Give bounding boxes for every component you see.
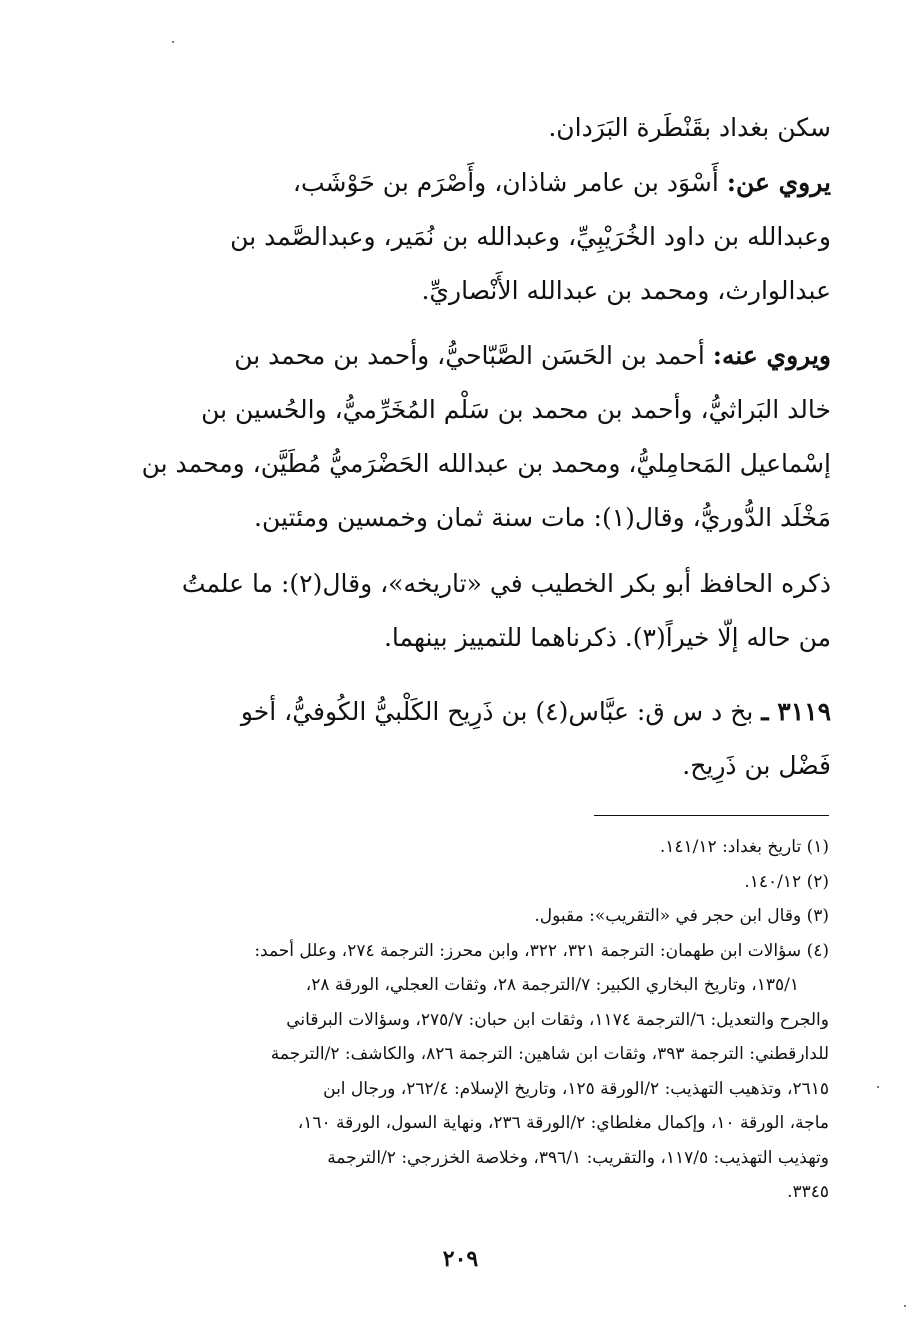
paragraph-mention: [131, 557, 831, 665]
footnote-line: (٣) وقال ابن حجر في «التقريب»: مقبول.: [534, 906, 829, 926]
text-line: [131, 329, 831, 383]
footnote-line: للدارقطني: الترجمة ٣٩٣، وثقات ابن شاهين: الترجمة ٨٢٦، والكاشف: ٢/الترجمة: [270, 1044, 829, 1064]
text-line-content: أَسْوَد بن عامر شاذان، وأَصْرَم بن حَوْشَب،: [292, 168, 719, 197]
paragraph-narrates-from: [131, 156, 831, 318]
text-line: [131, 685, 831, 739]
footnotes: [129, 830, 829, 1210]
text-line-content: أحمد بن الحَسَن الصَّبّاحيُّ، وأحمد بن محمد بن: [234, 341, 705, 370]
text-line: مَخْلَد الدُّوريُّ، وقال(١): مات سنة ثمان وخمسين ومئتين.: [254, 503, 831, 532]
text-line: خالد البَراثيُّ، وأحمد بن محمد بن سَلْم المُخَرِّميُّ، والحُسين بن: [201, 395, 831, 424]
footnote-line: (٢) ١٤٠/١٢.: [744, 871, 829, 892]
text-line: من حاله إلّا خيراً(٣). ذكرناهما للتمييز بينهما.: [383, 623, 831, 652]
text-line: وعبدالله بن داود الخُرَيْبِيِّ، وعبدالله بن نُمَير، وعبدالصَّمد بن: [230, 222, 831, 251]
page-number: ٢٠٩: [442, 1246, 479, 1272]
text-line: عبدالوارث، ومحمد بن عبدالله الأَنْصاريِّ.: [421, 276, 831, 305]
entry-number: ٣١١٩ ـ: [761, 697, 831, 726]
section-label: يروي عن:: [726, 168, 831, 197]
scan-speck: [172, 41, 174, 43]
scan-speck: [904, 1305, 906, 1307]
footnote-divider: [594, 815, 829, 816]
footnote-line: ماجة، الورقة ١٠، وإكمال مغلطاي: ٢/الورقة ٢٣٦، ونهاية السول، الورقة ١٦٠،: [297, 1113, 829, 1133]
footnote-line: (١) تاريخ بغداد: ١٤١/١٢.: [659, 837, 829, 857]
text-line: فَضْل بن ذَرِيح.: [682, 751, 831, 780]
footnote-line: والجرح والتعديل: ٦/الترجمة ١١٧٤، وثقات ابن حبان: ٢٧٥/٧، وسؤالات البرقاني: [286, 1009, 829, 1030]
text-line: ذكره الحافظ أبو بكر الخطيب في «تاريخه»، وقال(٢): ما علمتُ: [181, 569, 831, 598]
section-label: ويروي عنه:: [712, 341, 831, 370]
paragraph-residence: [131, 101, 831, 155]
footnote-line: ٢٦١٥، وتذهيب التهذيب: ٢/الورقة ١٢٥، وتاريخ الإسلام: ٢٦٢/٤، ورجال ابن: [323, 1078, 829, 1099]
footnote-line: ٣٣٤٥.: [787, 1182, 829, 1202]
text-line: إسْماعيل المَحامِليُّ، ومحمد بن عبدالله الحَضْرَميُّ مُطَيَّن، ومحمد بن: [141, 449, 831, 478]
text-line-content: بخ د س ق: عبَّاس(٤) بن ذَرِيح الكَلْبيُّ الكُوفيُّ، أخو: [240, 697, 754, 726]
text-line: [131, 156, 831, 210]
footnote-line: (٤) سؤالات ابن طهمان: الترجمة ٣٢١، ٣٢٢، وابن محرز: الترجمة ٢٧٤، وعلل أحمد:: [254, 940, 829, 961]
text-line: سكن بغداد بقَنْطَرة البَرَدان.: [548, 113, 831, 142]
footnote-line: ١٣٥/١، وتاريخ البخاري الكبير: ٧/الترجمة ٢٨، وثقات العجلي، الورقة ٢٨،: [305, 975, 799, 995]
footnote-line: وتهذيب التهذيب: ١١٧/٥، والتقريب: ٣٩٦/١، وخلاصة الخزرجي: ٢/الترجمة: [327, 1147, 829, 1168]
scan-speck: [877, 1086, 879, 1088]
paragraph-narrated-by: [131, 329, 831, 545]
paragraph-entry-3119: [131, 685, 831, 793]
